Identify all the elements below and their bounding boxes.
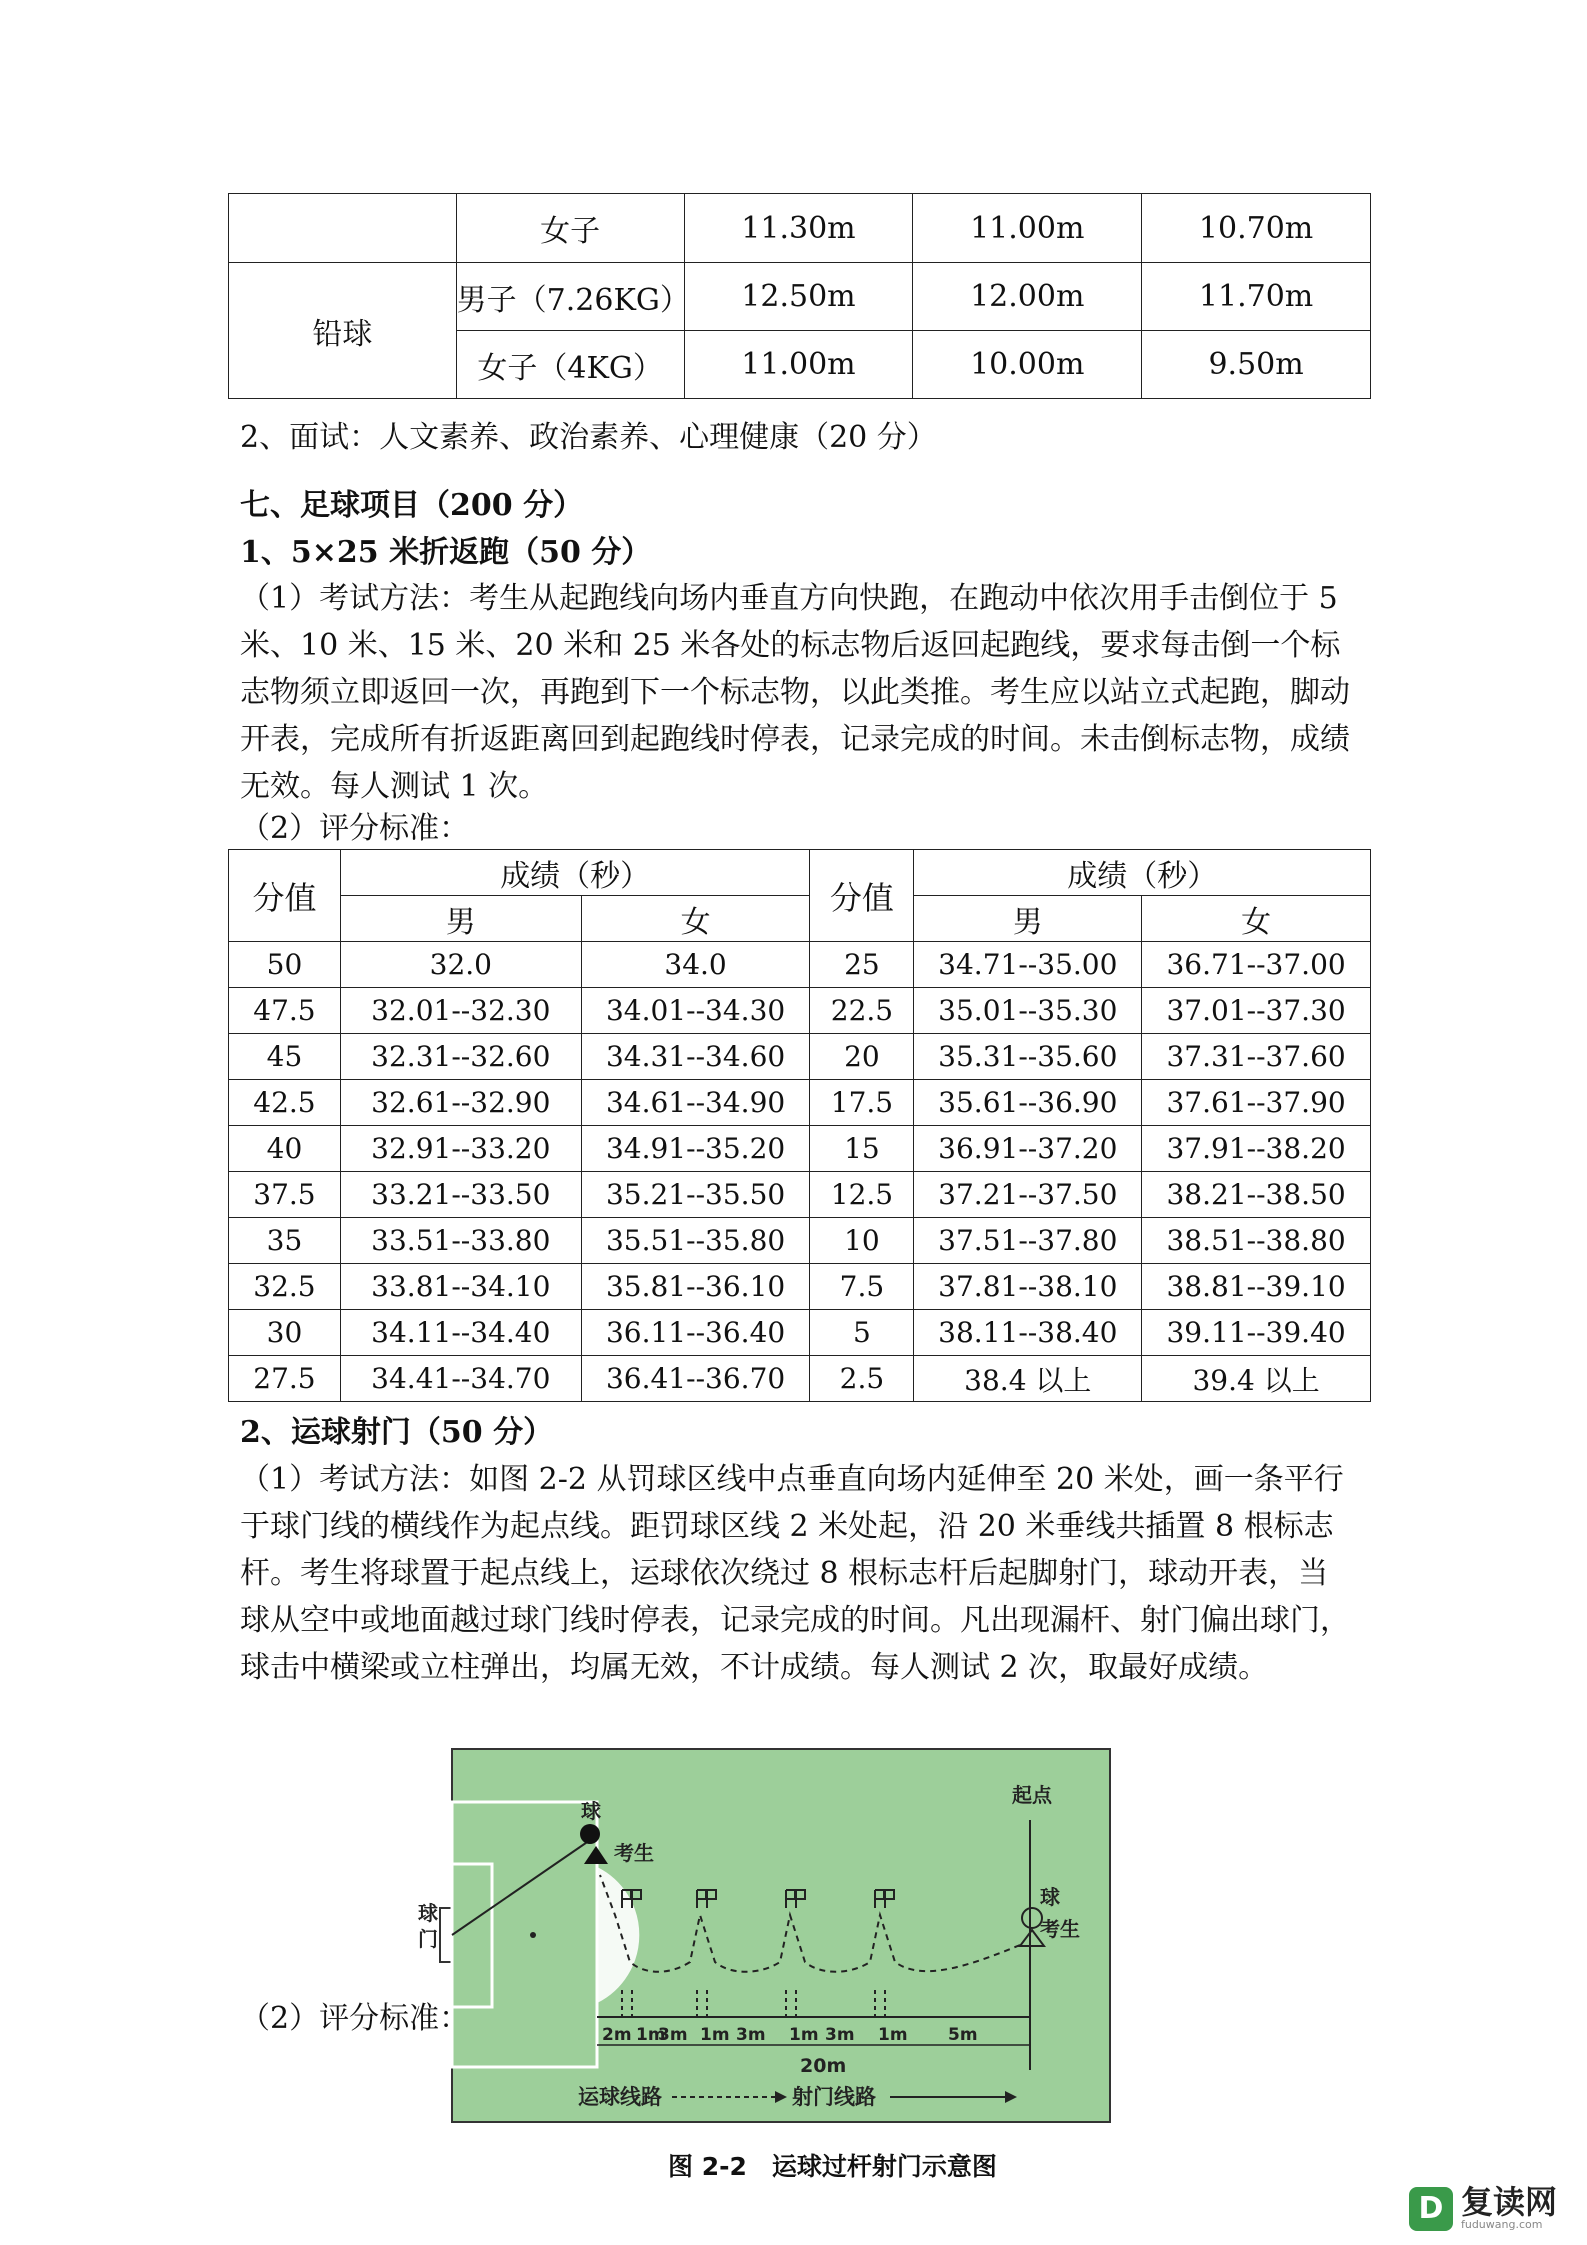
table-cell: 35.31--35.60 [914,1034,1142,1080]
table-cell: 37.91--38.20 [1142,1126,1371,1172]
result-header: 成绩（秒） [340,850,810,896]
table-row [229,263,1371,331]
table-cell: 37.61--37.90 [1142,1080,1371,1126]
table-cell: 34.01--34.30 [581,988,810,1034]
table-cell: 33.81--34.10 [340,1264,581,1310]
seg-label: 3m [658,2025,688,2045]
method-paragraph: （1）考试方法：考生从起跑线向场内垂直方向快跑，在跑动中依次用手击倒位于 5 米、10 米、15 米、20 米和 25 米各处的标志物后返回起跑线，要求每击倒一个标志物须立即返回一次，再跑到下一个标志物，以此类推。考生应以站立式起跑，脚动开表，完成所有折返距离回到起跑线时停表，记录完成的时间。未击倒标志物，成绩无效。每人测试 1 次。 [240,581,1350,804]
table-cell: 38.21--38.50 [1142,1172,1371,1218]
table-cell: 35.51--35.80 [581,1218,810,1264]
table-row [229,1126,1371,1172]
total-label: 20m [800,2055,847,2077]
table-cell: 37.51--37.80 [914,1218,1142,1264]
table-row [229,1218,1371,1264]
dribble-shoot-diagram [400,1740,1120,2200]
candidate-label: 考生 [1040,1917,1080,1941]
seg-label: 3m [736,2025,766,2045]
ball-icon [580,1824,600,1844]
table-row [229,942,1371,988]
table-cell: 女子（4KG） [456,331,684,399]
seg-label: 1m [700,2025,730,2045]
seg-label: 5m [948,2025,978,2045]
table-cell: 37.21--37.50 [914,1172,1142,1218]
table-cell [229,194,457,263]
female-header: 女 [581,896,810,942]
table-row [229,194,1371,263]
table-cell: 47.5 [229,988,341,1034]
table-cell: 35.61--36.90 [914,1080,1142,1126]
table-row [229,1080,1371,1126]
table-cell: 32.5 [229,1264,341,1310]
table-header-row [229,850,1371,896]
table-cell: 32.61--32.90 [340,1080,581,1126]
table-cell: 27.5 [229,1356,341,1402]
goal-label-2: 门 [418,1927,438,1951]
result-header: 成绩（秒） [914,850,1371,896]
table-row [229,1172,1371,1218]
table-row [229,1264,1371,1310]
table-row [229,1310,1371,1356]
interview-line: 2、面试：人文素养、政治素养、心理健康（20 分） [240,420,937,455]
seg-label: 1m [636,2025,666,2045]
table-cell: 35 [229,1218,341,1264]
candidate-label: 考生 [614,1841,654,1865]
table-header-row [229,896,1371,942]
goal-label-1: 球 [418,1901,438,1925]
table-cell: 35.21--35.50 [581,1172,810,1218]
item-heading: 2、运球射门（50 分） [240,1415,554,1450]
seg-label: 2m [602,2025,632,2045]
table-cell: 45 [229,1034,341,1080]
table-cell: 36.71--37.00 [1142,942,1371,988]
table-cell: 32.31--32.60 [340,1034,581,1080]
table-cell: 33.51--33.80 [340,1218,581,1264]
table-cell: 7.5 [810,1264,914,1310]
table-cell: 11.00m [913,194,1142,263]
table-cell: 9.50m [1142,331,1371,399]
table-cell: 34.0 [581,942,810,988]
dribble-legend: 运球线路 [578,2085,662,2109]
table-cell: 男子（7.26KG） [456,263,684,331]
logo-name: 复读网 [1460,2183,1557,2221]
seg-label: 1m [789,2025,819,2045]
table-cell: 37.01--37.30 [1142,988,1371,1034]
table-row [229,1356,1371,1402]
table-cell: 10.70m [1142,194,1371,263]
table-cell: 11.30m [684,194,913,263]
table-cell: 34.31--34.60 [581,1034,810,1080]
table-cell: 12.00m [913,263,1142,331]
item-heading: 1、5×25 米折返跑（50 分） [240,535,652,570]
scoring-label: （2）评分标准： [240,2001,470,2036]
table-cell: 34.71--35.00 [914,942,1142,988]
table-cell: 33.21--33.50 [340,1172,581,1218]
standards-table [228,193,1371,399]
table-cell: 37.5 [229,1172,341,1218]
table-cell: 30 [229,1310,341,1356]
table-cell: 38.81--39.10 [1142,1264,1371,1310]
table-cell: 40 [229,1126,341,1172]
table-cell: 12.50m [684,263,913,331]
table-cell: 10.00m [913,331,1142,399]
goal [440,1908,452,1962]
start-label: 起点 [1012,1783,1052,1807]
penalty-spot [530,1932,536,1938]
table-cell: 42.5 [229,1080,341,1126]
male-header: 男 [340,896,581,942]
seg-label: 3m [825,2025,855,2045]
shoot-legend: 射门线路 [792,2085,876,2109]
table-cell: 39.4 以上 [1142,1356,1371,1402]
table-cell: 11.00m [684,331,913,399]
table-cell: 36.91--37.20 [914,1126,1142,1172]
table-cell: 20 [810,1034,914,1080]
score-header: 分值 [810,850,914,942]
seg-label: 1m [878,2025,908,2045]
site-logo [1409,2183,1557,2231]
table-cell: 女子 [456,194,684,263]
logo-icon: D [1409,2187,1453,2231]
table-cell: 39.11--39.40 [1142,1310,1371,1356]
table-cell: 10 [810,1218,914,1264]
table-cell: 15 [810,1126,914,1172]
table-cell: 35.81--36.10 [581,1264,810,1310]
female-header: 女 [1142,896,1371,942]
score-header: 分值 [229,850,341,942]
table-cell: 2.5 [810,1356,914,1402]
scoring-label: （2）评分标准： [240,811,470,846]
table-cell: 35.01--35.30 [914,988,1142,1034]
table-cell: 38.11--38.40 [914,1310,1142,1356]
table-cell: 34.91--35.20 [581,1126,810,1172]
table-cell: 32.0 [340,942,581,988]
table-cell: 36.11--36.40 [581,1310,810,1356]
table-cell: 11.70m [1142,263,1371,331]
table-cell: 37.81--38.10 [914,1264,1142,1310]
table-row [229,1034,1371,1080]
table-cell: 铅球 [229,263,457,399]
table-cell: 5 [810,1310,914,1356]
scoring-table [228,849,1371,1402]
table-cell: 25 [810,942,914,988]
table-cell: 36.41--36.70 [581,1356,810,1402]
table-cell: 12.5 [810,1172,914,1218]
table-cell: 22.5 [810,988,914,1034]
table-cell: 34.61--34.90 [581,1080,810,1126]
table-cell: 32.91--33.20 [340,1126,581,1172]
table-row [229,988,1371,1034]
table-cell: 17.5 [810,1080,914,1126]
ball-label: 球 [1040,1885,1060,1909]
ball-label: 球 [581,1799,601,1823]
section-heading: 七、足球项目（200 分） [240,488,584,523]
figure-caption: 图 2-2 运球过杆射门示意图 [668,2152,997,2181]
table-cell: 32.01--32.30 [340,988,581,1034]
logo-url: fuduwang.com [1460,2218,1543,2231]
table-cell: 38.4 以上 [914,1356,1142,1402]
table-cell: 38.51--38.80 [1142,1218,1371,1264]
male-header: 男 [914,896,1142,942]
table-cell: 34.41--34.70 [340,1356,581,1402]
table-cell: 50 [229,942,341,988]
table-cell: 34.11--34.40 [340,1310,581,1356]
table-cell: 37.31--37.60 [1142,1034,1371,1080]
method-paragraph: （1）考试方法：如图 2-2 从罚球区线中点垂直向场内延伸至 20 米处，画一条平行于球门线的横线作为起点线。距罚球区线 2 米处起，沿 20 米垂线共插置 8 根标志杆。考生将球置于起点线上，运球依次绕过 8 根标志杆后起脚射门，球动开表，当球从空中或地面越过球门线时停表，记录完成的时间。凡出现漏杆、射门偏出球门，球击中横梁或立柱弹出，均属无效，不计成绩。每人测试 2 次，取最好成绩。 [240,1462,1350,1685]
